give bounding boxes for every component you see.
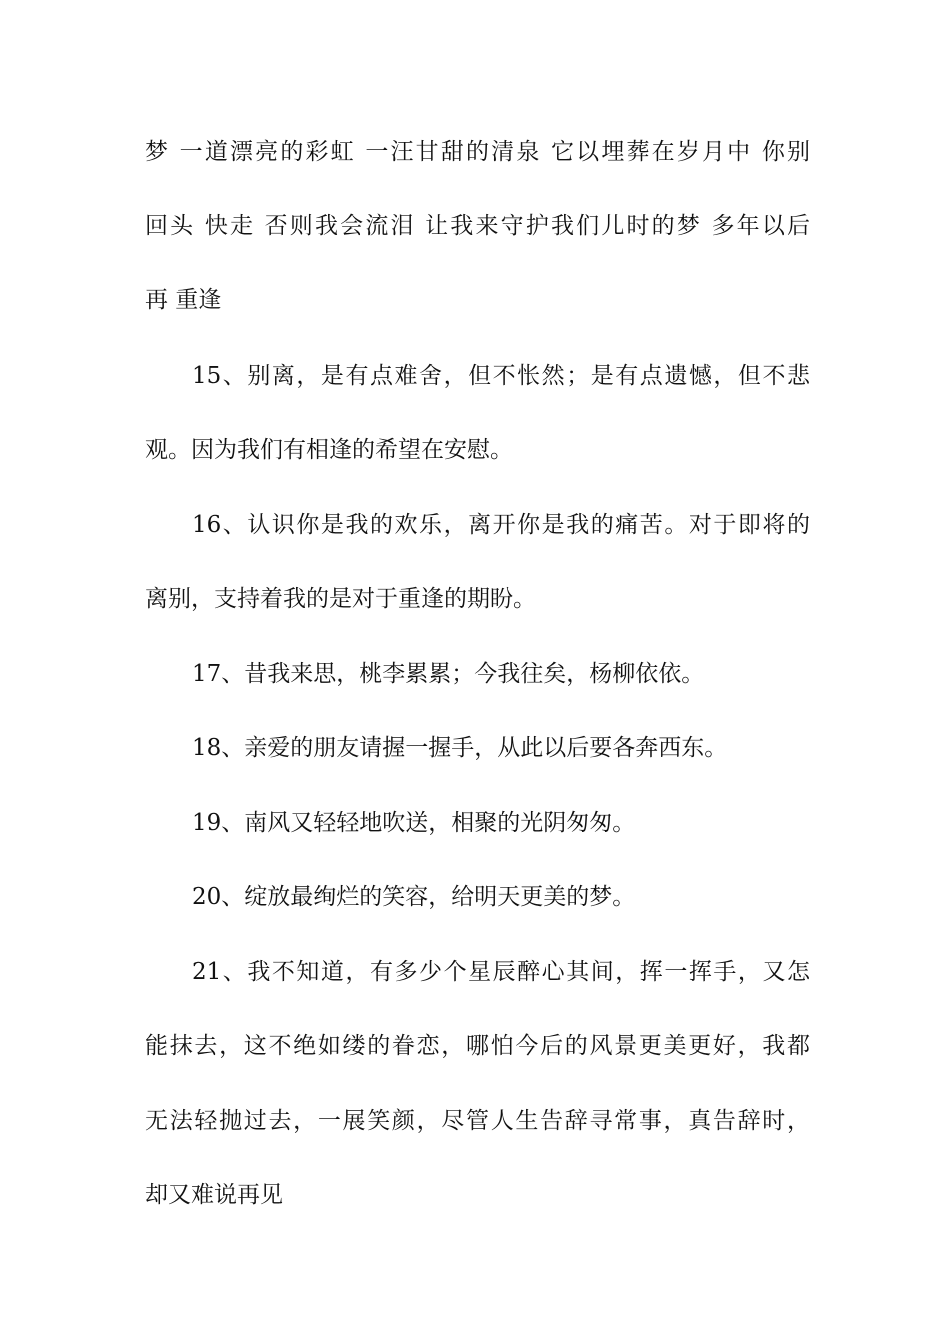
- text-line: 无法轻抛过去，一展笑颜，尽管人生告辞寻常事，真告辞时，: [145, 1108, 810, 1134]
- text-line: 再 重逢: [145, 287, 222, 313]
- paragraph-20: 20、绽放最绚烂的笑容，给明天更美的梦。: [192, 884, 636, 910]
- paragraph-17: 17、昔我来思，桃李累累；今我往矣，杨柳依依。: [192, 661, 705, 687]
- text-line: 能抹去，这不绝如缕的眷恋，哪怕今后的风景更美更好，我都: [145, 1033, 810, 1059]
- paragraph-18: 18、亲爱的朋友请握一握手，从此以后要各奔西东。: [192, 735, 728, 761]
- paragraph-21-line: 21、我不知道，有多少个星辰醉心其间，挥一挥手，又怎: [192, 959, 810, 985]
- text-line: 观。因为我们有相逢的希望在安慰。: [145, 437, 513, 463]
- text-line: 梦 一道漂亮的彩虹 一汪甘甜的清泉 它以埋葬在岁月中 你别: [145, 139, 810, 165]
- paragraph-16-line: 16、认识你是我的欢乐，离开你是我的痛苦。对于即将的: [192, 512, 810, 538]
- text-line: 离别，支持着我的是对于重逢的期盼。: [145, 586, 536, 612]
- paragraph-19: 19、南风又轻轻地吹送，相聚的光阴匆匆。: [192, 810, 636, 836]
- paragraph-15-line: 15、别离，是有点难舍，但不怅然；是有点遗憾，但不悲: [192, 363, 810, 389]
- text-line: 却又难说再见: [145, 1182, 283, 1208]
- text-line: 回头 快走 否则我会流泪 让我来守护我们儿时的梦 多年以后: [145, 213, 810, 239]
